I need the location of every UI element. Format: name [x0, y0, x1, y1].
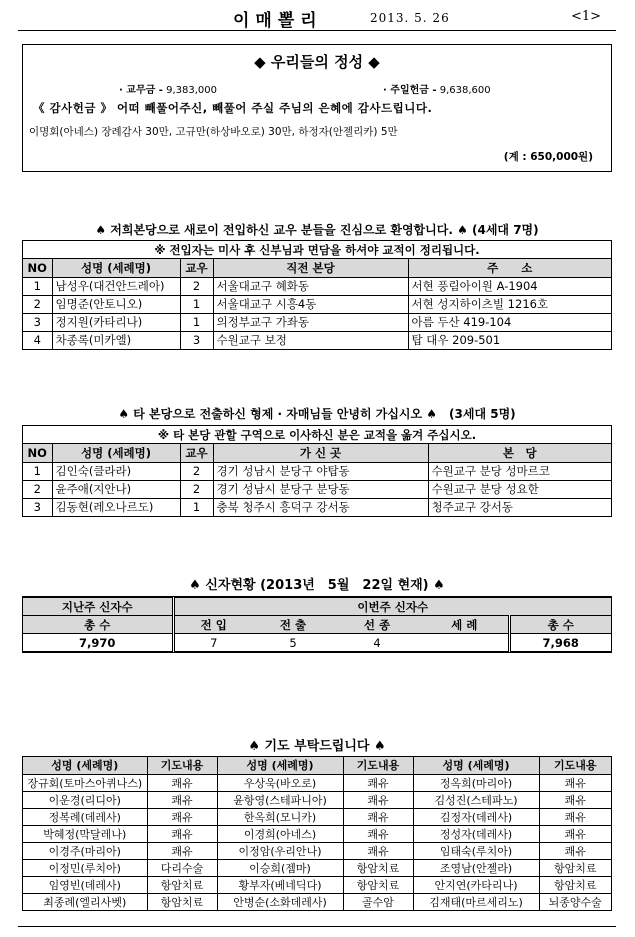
- prayer-intention: 쾌유: [343, 774, 413, 791]
- person-name: 윤항영(스테파니아): [217, 791, 343, 808]
- donor-list: 이명회(아네스) 장례감사 30만, 고규만(하상바오로) 30만, 하정자(안젤리카) 5만: [29, 126, 398, 138]
- person-name: 이경주(마리아): [23, 842, 147, 859]
- member-name: 윤주애(지안나): [52, 480, 180, 498]
- prayer-intention: 항암치료: [147, 893, 217, 910]
- col-header: 교우: [180, 259, 213, 277]
- prayer-intention: 쾌유: [539, 808, 611, 825]
- member-name: 임명준(안토니오): [52, 295, 180, 313]
- col-header: NO: [23, 444, 52, 462]
- members-group-row: [23, 598, 611, 616]
- new-parish: 수원교구 분당 성마르코: [428, 462, 611, 480]
- prayer-intention: 쾌유: [147, 791, 217, 808]
- members-header-row: [23, 616, 611, 634]
- previous-parish: 서울대교구 시흥4동: [213, 295, 408, 313]
- last-week-total: 7,970: [23, 634, 173, 652]
- destination: 충북 청주시 흥덕구 강서동: [213, 498, 428, 516]
- member-name: 김인숙(클라라): [52, 462, 180, 480]
- member-count: 3: [180, 331, 213, 349]
- sunday-label: · 주일헌금 -: [383, 85, 437, 96]
- sunday-total: [383, 81, 491, 96]
- member-name: 차종록(미카엘): [52, 331, 180, 349]
- previous-parish: 수원교구 보정: [213, 331, 408, 349]
- col-header: 총 수: [23, 616, 173, 634]
- table-header-row: [23, 444, 611, 462]
- col-header: 주 소: [408, 259, 611, 277]
- members-title: ♠ 신자현황 (2013년 5월 22일 현재) ♠: [189, 578, 445, 593]
- address: 서현 성지하이츠빌 1216호: [408, 295, 611, 313]
- prayer-intention: 쾌유: [539, 774, 611, 791]
- prayer-intention: 항암치료: [343, 859, 413, 876]
- prayer-intention: 항암치료: [147, 876, 217, 893]
- row-number: 2: [23, 480, 52, 498]
- offering-title: ◆ 우리들의 정성 ◆: [254, 53, 380, 71]
- transfer-out-count: 5: [253, 634, 333, 652]
- table-row: [23, 480, 611, 498]
- col-header: 세 례: [421, 616, 509, 634]
- table-row: [23, 498, 611, 516]
- col-header: 직전 본당: [213, 259, 408, 277]
- footer-rule: [18, 926, 616, 927]
- transfer-in-title: ♠ 저희본당으로 새로이 전입하신 교우 분들을 진심으로 환영합니다. ♠ (4세대 7명): [95, 223, 539, 237]
- prayer-intention: 쾌유: [147, 842, 217, 859]
- member-name: 김동현(레오나르도): [52, 498, 180, 516]
- new-parish: 청주교구 강서동: [428, 498, 611, 516]
- col-header: 성명 (세례명): [52, 444, 180, 462]
- bulletin-title: 이매뽈리: [233, 11, 323, 31]
- previous-parish: 의정부교구 가좌동: [213, 313, 408, 331]
- table-row: [23, 295, 611, 313]
- offering-box: [22, 44, 612, 172]
- this-week-total: 7,968: [509, 634, 611, 652]
- member-count: 2: [180, 462, 213, 480]
- person-name: 이정암(우리안나): [217, 842, 343, 859]
- person-name: 정옥희(마리아): [413, 774, 539, 791]
- table-row: [23, 313, 611, 331]
- person-name: 우상욱(바오로): [217, 774, 343, 791]
- prayer-intention: 항암치료: [343, 876, 413, 893]
- bulletin-header: [18, 6, 616, 30]
- table-header-row: [23, 757, 611, 774]
- transfer-in-count: 7: [173, 634, 253, 652]
- transfer-out-title: ♠ 타 본당으로 전출하신 형제 · 자매님들 안녕히 가십시오 ♠ (3세대 5명): [118, 407, 516, 421]
- address: 서현 풍림아이원 A-1904: [408, 277, 611, 295]
- table-row: [23, 774, 611, 791]
- previous-parish: 서울대교구 혜화동: [213, 277, 408, 295]
- row-number: 4: [23, 331, 52, 349]
- page-number: <1>: [571, 9, 602, 24]
- thanks-message: 《 감사헌금 》 어떠 빼풀어주신, 빼풀어 주실 주님의 은혜에 감사드립니다.: [33, 101, 433, 115]
- member-count: 2: [180, 277, 213, 295]
- person-name: 이운경(리디아): [23, 791, 147, 808]
- col-header: 기도내용: [343, 757, 413, 774]
- person-name: 안지연(카타리나): [413, 876, 539, 893]
- table-row: [23, 842, 611, 859]
- person-name: 안병순(소화데레사): [217, 893, 343, 910]
- prayer-intention: 쾌유: [343, 825, 413, 842]
- person-name: 한옥희(모니카): [217, 808, 343, 825]
- prayer-intention: 쾌유: [343, 842, 413, 859]
- table-row: [23, 859, 611, 876]
- person-name: 박혜정(막달레나): [23, 825, 147, 842]
- col-header: 성명 (세례명): [413, 757, 539, 774]
- table-row: [23, 331, 611, 349]
- member-count: 2: [180, 480, 213, 498]
- members-box: [22, 596, 612, 653]
- deceased-count: 4: [333, 634, 421, 652]
- sunday-value: 9,638,600: [439, 85, 491, 96]
- col-header: 본 당: [428, 444, 611, 462]
- destination: 경기 성남시 분당구 야탑동: [213, 462, 428, 480]
- col-header: 성명 (세례명): [23, 757, 147, 774]
- prayer-intention: 쾌유: [147, 825, 217, 842]
- transfer-out-note: ※ 타 본당 관할 구역으로 이사하신 분은 교적을 옮겨 주십시오.: [23, 426, 611, 444]
- prayer-intention: 뇌종양수술: [539, 893, 611, 910]
- bulletin-date: 2013. 5. 26: [370, 11, 450, 25]
- col-header: 성명 (세례명): [52, 259, 180, 277]
- dues-total: [119, 81, 217, 96]
- table-row: [23, 825, 611, 842]
- prayer-intention: 다리수술: [147, 859, 217, 876]
- transfer-out-table: [23, 444, 611, 516]
- person-name: 황부자(베네딕다): [217, 876, 343, 893]
- person-name: 이승희(젬마): [217, 859, 343, 876]
- col-header: 총 수: [509, 616, 611, 634]
- person-name: 임영빈(데레사): [23, 876, 147, 893]
- prayer-table: [23, 757, 611, 910]
- member-count: 1: [180, 295, 213, 313]
- person-name: 김성진(스테파노): [413, 791, 539, 808]
- person-name: 이정민(루치아): [23, 859, 147, 876]
- table-row: [23, 277, 611, 295]
- prayer-intention: 항암치료: [539, 876, 611, 893]
- offering-total: (계 : 650,000원): [503, 151, 593, 163]
- person-name: 이경희(아네스): [217, 825, 343, 842]
- table-row: [23, 462, 611, 480]
- prayer-title: ♠ 기도 부탁드립니다 ♠: [248, 739, 386, 754]
- this-week-label: 이번주 신자수: [173, 598, 611, 616]
- prayer-intention: 쾌유: [343, 808, 413, 825]
- destination: 경기 성남시 분당구 분당동: [213, 480, 428, 498]
- table-row: [23, 893, 611, 910]
- col-header: 기도내용: [147, 757, 217, 774]
- person-name: 김재태(마르세리노): [413, 893, 539, 910]
- person-name: 조영남(안젤라): [413, 859, 539, 876]
- row-number: 2: [23, 295, 52, 313]
- transfer-in-box: [22, 240, 612, 350]
- table-row: [23, 791, 611, 808]
- person-name: 임태숙(루치아): [413, 842, 539, 859]
- table-row: [23, 876, 611, 893]
- row-number: 1: [23, 277, 52, 295]
- member-name: 정지원(카타리나): [52, 313, 180, 331]
- prayer-intention: 쾌유: [343, 791, 413, 808]
- col-header: 기도내용: [539, 757, 611, 774]
- member-count: 1: [180, 498, 213, 516]
- col-header: 가 신 곳: [213, 444, 428, 462]
- col-header: NO: [23, 259, 52, 277]
- person-name: 정복례(데레사): [23, 808, 147, 825]
- prayer-box: [22, 756, 612, 911]
- prayer-intention: 쾌유: [539, 842, 611, 859]
- col-header: 전 입: [173, 616, 253, 634]
- address: 탑 대우 209-501: [408, 331, 611, 349]
- person-name: 김정자(데레사): [413, 808, 539, 825]
- member-name: 남성우(대건안드레아): [52, 277, 180, 295]
- header-rule: [18, 30, 616, 31]
- col-header: 전 출: [253, 616, 333, 634]
- dues-value: 9,383,000: [166, 85, 217, 96]
- row-number: 1: [23, 462, 52, 480]
- prayer-intention: 항암치료: [539, 859, 611, 876]
- col-header: 교우: [180, 444, 213, 462]
- table-row: [23, 808, 611, 825]
- prayer-intention: 쾌유: [539, 825, 611, 842]
- prayer-intention: 골수암: [343, 893, 413, 910]
- col-header: 성명 (세례명): [217, 757, 343, 774]
- person-name: 정성자(데레사): [413, 825, 539, 842]
- baptism-count: [421, 634, 509, 652]
- prayer-intention: 쾌유: [147, 808, 217, 825]
- transfer-in-note: ※ 전입자는 미사 후 신부님과 면담을 하셔야 교적이 정리됩니다.: [23, 241, 611, 259]
- prayer-intention: 쾌유: [539, 791, 611, 808]
- last-week-label: 지난주 신자수: [23, 598, 173, 616]
- dues-label: · 교무금 -: [119, 85, 163, 96]
- prayer-intention: 쾌유: [147, 774, 217, 791]
- row-number: 3: [23, 313, 52, 331]
- row-number: 3: [23, 498, 52, 516]
- new-parish: 수원교구 분당 성요한: [428, 480, 611, 498]
- transfer-in-table: [23, 259, 611, 349]
- members-table: [23, 597, 611, 652]
- member-count: 1: [180, 313, 213, 331]
- table-header-row: [23, 259, 611, 277]
- address: 아름 두산 419-104: [408, 313, 611, 331]
- members-values-row: [23, 634, 611, 652]
- transfer-out-box: [22, 425, 612, 517]
- person-name: 장규회(토마스아퀴나스): [23, 774, 147, 791]
- person-name: 최종례(엘리사벳): [23, 893, 147, 910]
- col-header: 선 종: [333, 616, 421, 634]
